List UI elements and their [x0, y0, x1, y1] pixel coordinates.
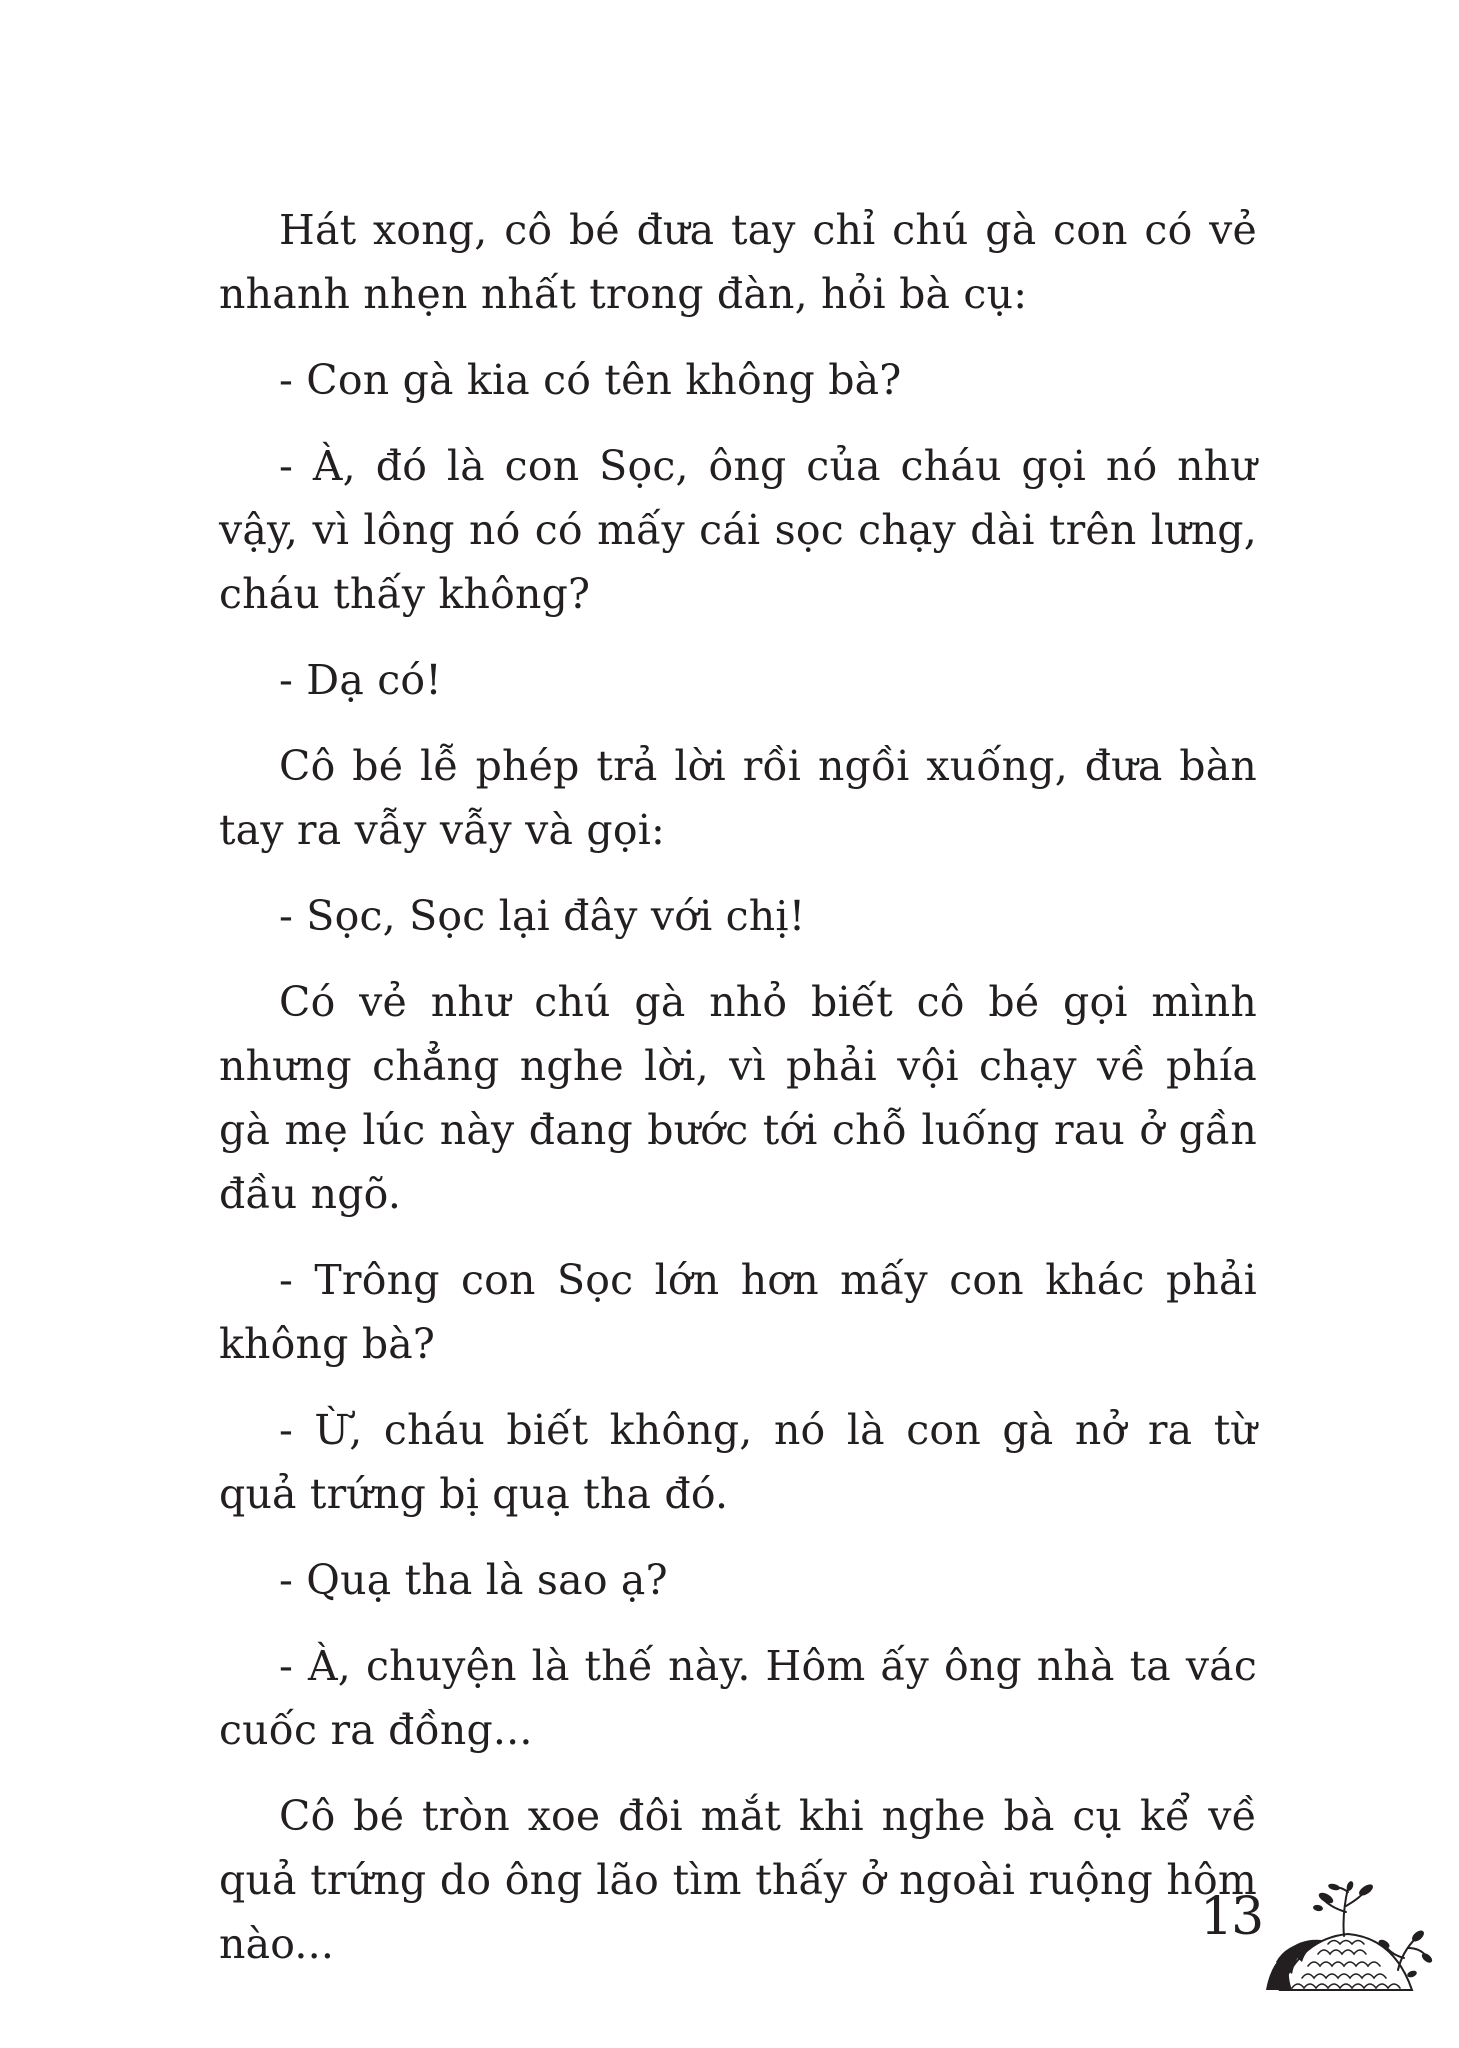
paragraph: - Quạ tha là sao ạ?: [279, 1556, 668, 1604]
page-number: 13: [1200, 1887, 1263, 1947]
paragraph: - À, chuyện là thế này. Hôm ấy ông nhà ta vác cuốc ra đồng...: [219, 1642, 1257, 1754]
paragraph: Cô bé tròn xoe đôi mắt khi nghe bà cụ kể về quả trứng do ông lão tìm thấy ở ngoài ruộng hôm nào...: [219, 1792, 1257, 1968]
paragraph: Có vẻ như chú gà nhỏ biết cô bé gọi mình nhưng chẳng nghe lời, vì phải vội chạy về phía gà mẹ lúc này đang bước tới chỗ luống rau ở gần đầu ngõ.: [219, 978, 1257, 1218]
paragraph: - Ừ, cháu biết không, nó là con gà nở ra từ quả trứng bị quạ tha đó.: [219, 1406, 1257, 1518]
paragraph: - Sọc, Sọc lại đây với chị!: [279, 892, 806, 940]
paragraph: - Dạ có!: [279, 656, 442, 704]
paragraph: Hát xong, cô bé đưa tay chỉ chú gà con có vẻ nhanh nhẹn nhất trong đàn, hỏi bà cụ:: [219, 206, 1257, 318]
body-text: [219, 198, 1257, 1998]
paragraph: Cô bé lễ phép trả lời rồi ngồi xuống, đưa bàn tay ra vẫy vẫy và gọi:: [219, 742, 1257, 854]
paragraph: - À, đó là con Sọc, ông của cháu gọi nó như vậy, vì lông nó có mấy cái sọc chạy dài trên lưng, cháu thấy không?: [219, 442, 1257, 618]
paragraph: - Trông con Sọc lớn hơn mấy con khác phải không bà?: [219, 1256, 1257, 1368]
paragraph: - Con gà kia có tên không bà?: [279, 356, 902, 404]
plant-mound-icon: [1262, 1878, 1434, 1996]
